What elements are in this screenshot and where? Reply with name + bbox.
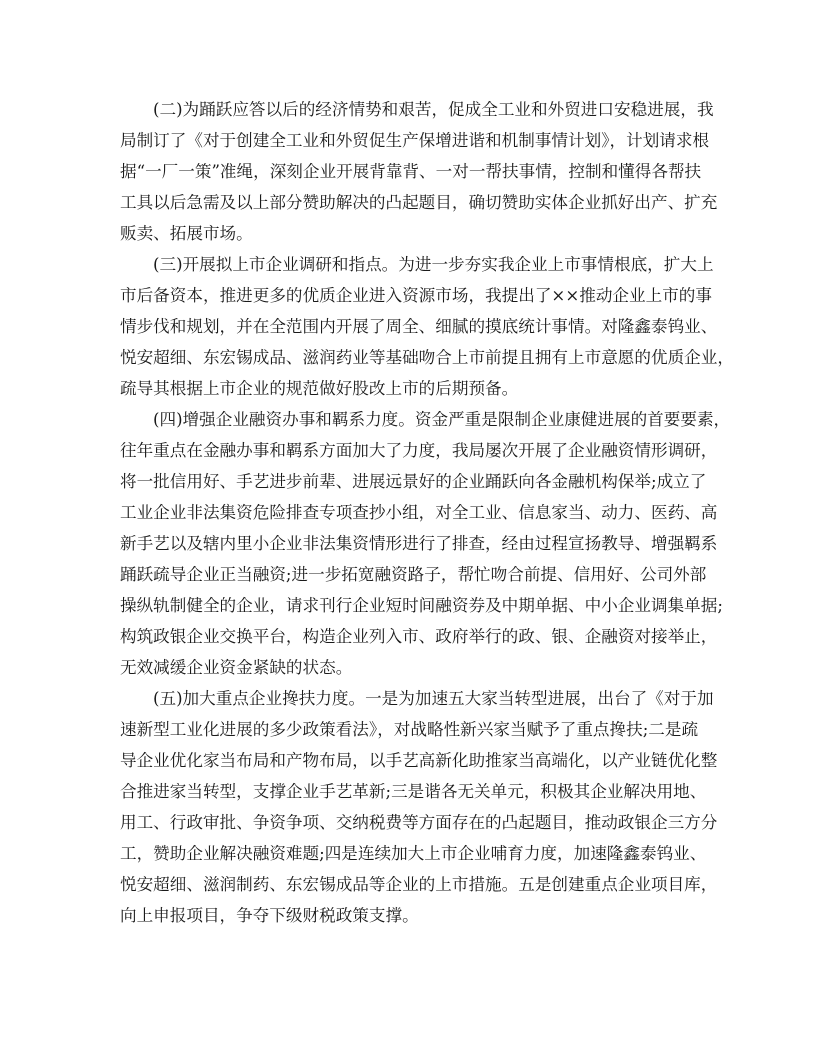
text-line: 将一批信用好、手艺进步前辈、进展远景好的企业踊跃向各金融机构保举;成立了	[120, 472, 707, 491]
text-line: 速新型工业化进展的多少政策看法》，对战略性新兴家当赋予了重点搀扶;二是疏	[120, 720, 699, 739]
paragraph-4	[120, 404, 731, 683]
text-line: 悦安超细、东宏锡成品、滋润药业等基础吻合上市前提且拥有上市意愿的优质企业，	[120, 348, 734, 367]
text-line: 悦安超细、滋润制药、东宏锡成品等企业的上市措施。五是创建重点企业项目库，	[120, 875, 718, 894]
text-line: 往年重点在金融办事和羁系方面加大了力度，我局屡次开展了企业融资情形调研，	[120, 441, 718, 460]
text-line: 踊跃疏导企业正当融资;进一步拓宽融资路子，帮忙吻合前提、信用好、公司外部	[120, 565, 707, 584]
text-line: 用工、行政审批、争资争项、交纳税费等方面存在的凸起题目，推动政银企三方分	[120, 813, 718, 832]
text-line: 向上申报项目，争夺下级财税政策支撑。	[120, 906, 419, 925]
paragraph-5	[120, 683, 718, 931]
text-line: 导企业优化家当布局和产物布局，以手艺高新化助推家当高端化，以产业链优化整	[120, 751, 718, 770]
text-line: 工具以后急需及以上部分赞助解决的凸起题目，确切赞助实体企业抓好出产、扩充	[120, 193, 718, 212]
text-line: (四)增强企业融资办事和羁系力度。资金严重是限制企业康健进展的首要要素，	[153, 410, 731, 429]
text-line: 局制订了《对于创建全工业和外贸促生产保增进谐和机制事情计划》，计划请求根	[120, 131, 710, 150]
text-line: (五)加大重点企业搀扶力度。一是为加速五大家当转型进展，出台了《对于加	[153, 689, 714, 708]
text-line: 市后备资本，推进更多的优质企业进入资源市场，我提出了××推动企业上市的事	[120, 286, 712, 305]
text-line: 操纵轨制健全的企业，请求刊行企业短时间融资券及中期单据、中小企业调集单据;	[120, 596, 723, 615]
text-line: 情步伐和规划，并在全范围内开展了周全、细腻的摸底统计事情。对隆鑫泰钨业、	[120, 317, 718, 336]
paragraph-3	[120, 249, 734, 404]
text-line: 合推进家当转型，支撑企业手艺革新;三是谐各无关单元，积极其企业解决用地、	[120, 782, 707, 801]
paragraph-2	[120, 94, 718, 249]
text-line: 工，赞助企业解决融资难题;四是连续加大上市企业哺育力度，加速隆鑫泰钨业、	[120, 844, 707, 863]
text-line: 工业企业非法集资危险排查专项查抄小组，对全工业、信息家当、动力、医药、高	[120, 503, 718, 522]
text-line: (二)为踊跃应答以后的经济情势和艰苦，促成全工业和外贸进口安稳进展，我	[153, 100, 714, 119]
text-line: 新手艺以及辖内里小企业非法集资情形进行了排查，经由过程宣扬教导、增强羁系	[120, 534, 718, 553]
text-line: 无效减缓企业资金紧缺的状态。	[120, 658, 353, 677]
document-body	[120, 94, 734, 931]
text-line: 贩卖、拓展市场。	[120, 224, 253, 243]
text-line: 据“一厂一策”准绳，深刻企业开展背靠背、一对一帮扶事情，控制和懂得各帮扶	[120, 162, 702, 181]
text-line: (三)开展拟上市企业调研和指点。为进一步夯实我企业上市事情根底，扩大上	[153, 255, 714, 274]
text-line: 疏导其根据上市企业的规范做好股改上市的后期预备。	[120, 379, 519, 398]
text-line: 构筑政银企业交换平台，构造企业列入市、政府举行的政、银、企融资对接举止，	[120, 627, 718, 646]
